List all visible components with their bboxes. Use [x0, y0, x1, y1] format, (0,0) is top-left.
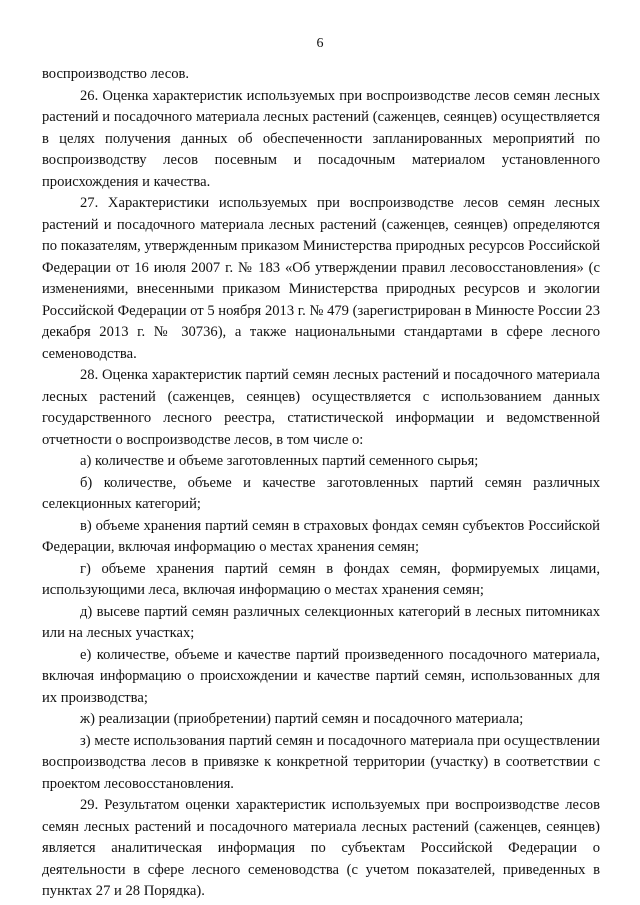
subitem-e: е) количестве, объеме и качестве партий произведенного посадочного материала, включая информацию о происхождении и качестве партий семян, использованных для их производства;: [42, 646, 600, 706]
paragraph-item-29: 29. Результатом оценки характеристик используемых при воспроизводстве лесов семян лесных растений и посадочного материала лесных растений (саженцев, сеянцев) является аналитическая информация по субъектам Российской Федерации о деятельности в сфере лесного семеноводства (с учетом показателей, приведенных в пунктах 27 и 28 Порядка).: [42, 797, 600, 899]
paragraph-continuation: воспроизводство лесов.: [42, 66, 190, 82]
subitem-v: в) объеме хранения партий семян в страховых фондах семян субъектов Российской Федерации, включая информацию о местах хранения семян;: [42, 517, 600, 555]
paragraph-item-26: 26. Оценка характеристик используемых при воспроизводстве лесов семян лесных растений и посадочного материала лесных растений (саженцев, сеянцев) осуществляется в целях получения данных об обеспеченности запланированных мероприятий по воспроизводству лесов посевным и посадочным материалом установленного происхождения и качества.: [42, 87, 600, 190]
document-body: [42, 64, 600, 903]
paragraph-item-27: 27. Характеристики используемых при воспроизводстве лесов семян лесных растений и посадочного материала лесных растений (саженцев, сеянцев) определяются по показателям, утвержденным приказом Министерства природных ресурсов Российской Федерации от 16 июля 2007 г. № 183 «Об утверждении правил лесовосстановления» (с изменениями, внесенными приказом Министерства природных ресурсов и экологии Российской Федерации от 5 ноября 2013 г. № 479 (зарегистрирован в Минюсте России 23 декабря 2013 г. № 30736), а также национальными стандартами в сфере лесного семеноводства.: [42, 195, 600, 362]
subitem-z: з) месте использования партий семян и посадочного материала при осуществлении воспроизводства лесов в привязке к конкретной территории (участку) в соответствии с проектом лесовосстановления.: [42, 732, 600, 792]
paragraph-item-28: 28. Оценка характеристик партий семян лесных растений и посадочного материала лесных растений (саженцев, сеянцев) осуществляется с использованием данных государственного лесного реестра, статистической информации и ведомственной отчетности о воспроизводстве лесов, в том числе о:: [42, 367, 600, 448]
subitem-g: г) объеме хранения партий семян в фондах семян, формируемых лицами, использующими леса, включая информацию о местах хранения семян;: [42, 560, 600, 598]
subitem-zh: ж) реализации (приобретении) партий семян и посадочного материала;: [80, 711, 524, 727]
page-number: 6: [316, 36, 324, 51]
subitem-a: а) количестве и объеме заготовленных партий семенного сырья;: [80, 453, 479, 469]
subitem-d: д) высеве партий семян различных селекционных категорий в лесных питомниках или на лесных участках;: [42, 603, 600, 641]
subitem-b: б) количестве, объеме и качестве заготовленных партий семян различных селекционных категорий;: [42, 474, 600, 512]
